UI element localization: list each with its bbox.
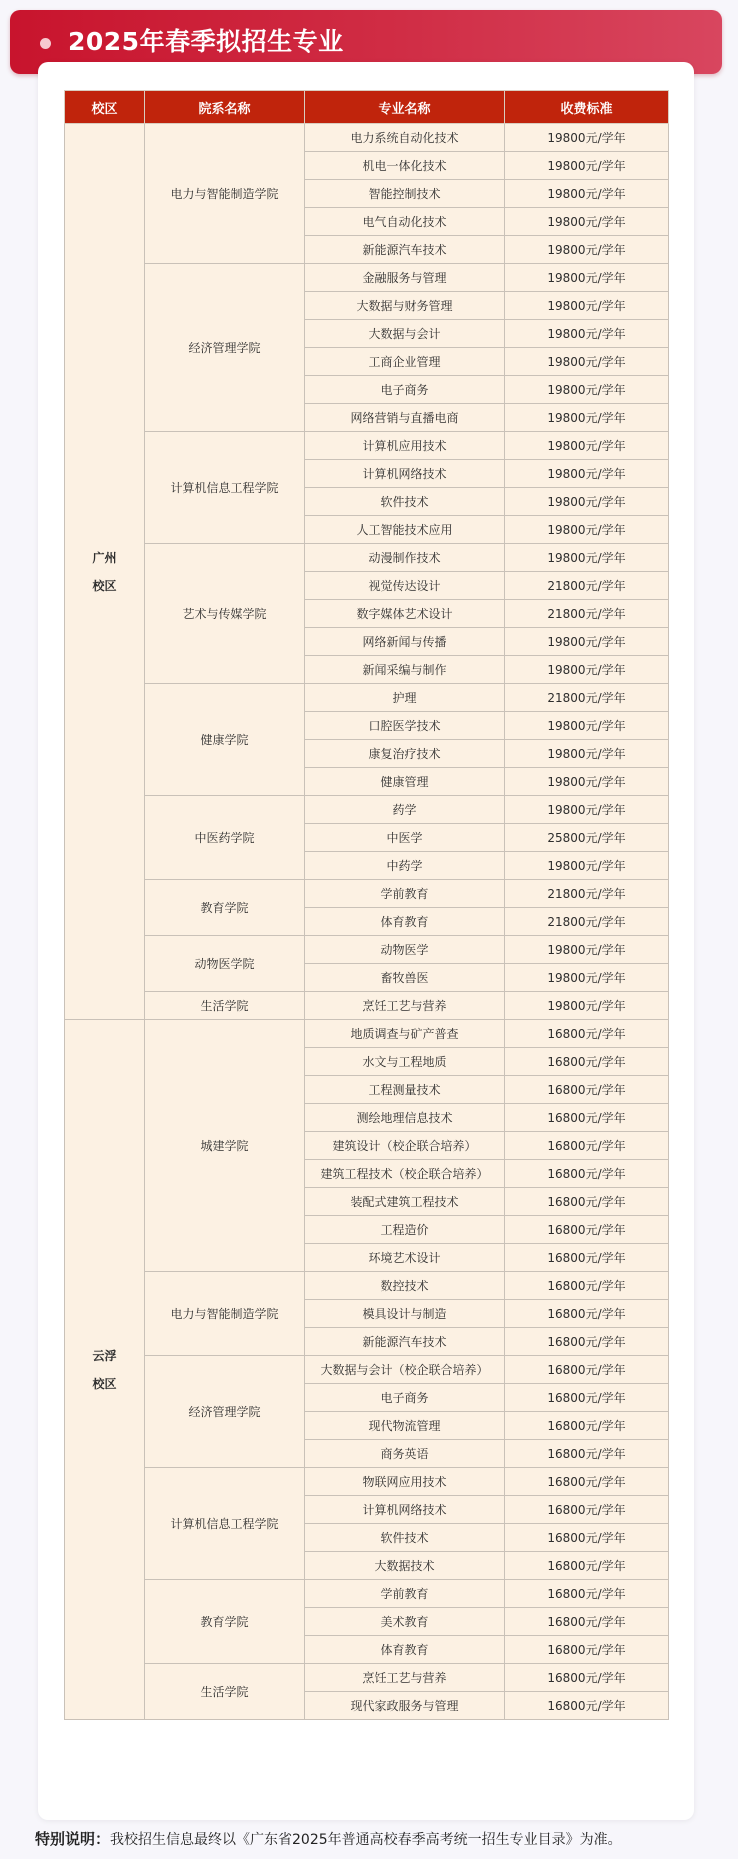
- page-title: 2025年春季拟招生专业: [68, 27, 344, 56]
- table-row: [65, 432, 669, 460]
- fee-cell: 16800元/学年: [505, 1468, 669, 1496]
- fee-cell: 19800元/学年: [505, 124, 669, 152]
- special-note-text: 我校招生信息最终以《广东省2025年普通高校春季高考统一招生专业目录》为准。: [110, 1832, 622, 1848]
- major-cell: 电力系统自动化技术: [305, 124, 505, 152]
- fee-cell: 19800元/学年: [505, 656, 669, 684]
- major-cell: 环境艺术设计: [305, 1244, 505, 1272]
- major-cell: 健康管理: [305, 768, 505, 796]
- major-cell: 工商企业管理: [305, 348, 505, 376]
- major-cell: 动物医学: [305, 936, 505, 964]
- table-row: [65, 684, 669, 712]
- major-cell: 学前教育: [305, 1580, 505, 1608]
- major-cell: 药学: [305, 796, 505, 824]
- campus-cell: [65, 1020, 145, 1720]
- major-cell: 电子商务: [305, 1384, 505, 1412]
- department-cell: 动物医学院: [145, 936, 305, 992]
- major-cell: 体育教育: [305, 908, 505, 936]
- fee-cell: 19800元/学年: [505, 292, 669, 320]
- major-cell: 美术教育: [305, 1608, 505, 1636]
- fee-cell: 16800元/学年: [505, 1160, 669, 1188]
- fee-cell: 16800元/学年: [505, 1272, 669, 1300]
- fee-cell: 16800元/学年: [505, 1356, 669, 1384]
- fee-cell: 16800元/学年: [505, 1216, 669, 1244]
- table-row: [65, 1020, 669, 1048]
- table-row: [65, 544, 669, 572]
- department-cell: 经济管理学院: [145, 1356, 305, 1468]
- major-cell: 新闻采编与制作: [305, 656, 505, 684]
- campus-name: 校区: [92, 1376, 117, 1391]
- department-cell: 健康学院: [145, 684, 305, 796]
- major-cell: 人工智能技术应用: [305, 516, 505, 544]
- fee-cell: 19800元/学年: [505, 628, 669, 656]
- major-cell: 康复治疗技术: [305, 740, 505, 768]
- major-cell: 测绘地理信息技术: [305, 1104, 505, 1132]
- fee-cell: 19800元/学年: [505, 208, 669, 236]
- fee-cell: 19800元/学年: [505, 712, 669, 740]
- fee-cell: 19800元/学年: [505, 488, 669, 516]
- major-cell: 智能控制技术: [305, 180, 505, 208]
- fee-cell: 19800元/学年: [505, 964, 669, 992]
- fee-cell: 19800元/学年: [505, 236, 669, 264]
- fee-cell: 16800元/学年: [505, 1636, 669, 1664]
- fee-cell: 16800元/学年: [505, 1692, 669, 1720]
- major-cell: 软件技术: [305, 488, 505, 516]
- major-cell: 地质调查与矿产普查: [305, 1020, 505, 1048]
- fee-cell: 16800元/学年: [505, 1412, 669, 1440]
- major-cell: 水文与工程地质: [305, 1048, 505, 1076]
- major-cell: 建筑设计（校企联合培养）: [305, 1132, 505, 1160]
- fee-cell: 19800元/学年: [505, 180, 669, 208]
- major-cell: 机电一体化技术: [305, 152, 505, 180]
- fee-cell: 16800元/学年: [505, 1048, 669, 1076]
- major-cell: 大数据技术: [305, 1552, 505, 1580]
- fee-cell: 19800元/学年: [505, 516, 669, 544]
- fee-cell: 21800元/学年: [505, 880, 669, 908]
- fee-cell: 25800元/学年: [505, 824, 669, 852]
- fee-cell: 16800元/学年: [505, 1076, 669, 1104]
- fee-cell: 16800元/学年: [505, 1664, 669, 1692]
- major-cell: 动漫制作技术: [305, 544, 505, 572]
- major-cell: 护理: [305, 684, 505, 712]
- fee-cell: 21800元/学年: [505, 908, 669, 936]
- fee-cell: 16800元/学年: [505, 1300, 669, 1328]
- major-cell: 现代家政服务与管理: [305, 1692, 505, 1720]
- major-cell: 数字媒体艺术设计: [305, 600, 505, 628]
- fee-cell: 16800元/学年: [505, 1020, 669, 1048]
- fee-cell: 16800元/学年: [505, 1328, 669, 1356]
- major-cell: 计算机网络技术: [305, 460, 505, 488]
- fee-cell: 19800元/学年: [505, 936, 669, 964]
- column-header-campus: 校区: [65, 91, 145, 124]
- major-cell: 工程造价: [305, 1216, 505, 1244]
- major-cell: 大数据与财务管理: [305, 292, 505, 320]
- fee-cell: 21800元/学年: [505, 572, 669, 600]
- fee-cell: 16800元/学年: [505, 1524, 669, 1552]
- fee-cell: 21800元/学年: [505, 600, 669, 628]
- department-cell: 计算机信息工程学院: [145, 432, 305, 544]
- fee-cell: 19800元/学年: [505, 376, 669, 404]
- table-row: [65, 124, 669, 152]
- fee-cell: 19800元/学年: [505, 432, 669, 460]
- department-cell: 经济管理学院: [145, 264, 305, 432]
- campus-name: 云浮: [92, 1348, 117, 1363]
- major-cell: 烹饪工艺与营养: [305, 992, 505, 1020]
- fee-cell: 16800元/学年: [505, 1104, 669, 1132]
- department-cell: 生活学院: [145, 1664, 305, 1720]
- fee-cell: 21800元/学年: [505, 684, 669, 712]
- fee-cell: 19800元/学年: [505, 264, 669, 292]
- department-cell: 教育学院: [145, 880, 305, 936]
- major-cell: 畜牧兽医: [305, 964, 505, 992]
- column-header-major: 专业名称: [305, 91, 505, 124]
- fee-cell: 19800元/学年: [505, 796, 669, 824]
- fee-cell: 16800元/学年: [505, 1244, 669, 1272]
- fee-cell: 16800元/学年: [505, 1608, 669, 1636]
- major-cell: 网络营销与直播电商: [305, 404, 505, 432]
- major-cell: 物联网应用技术: [305, 1468, 505, 1496]
- major-cell: 商务英语: [305, 1440, 505, 1468]
- major-cell: 模具设计与制造: [305, 1300, 505, 1328]
- table-row: [65, 1468, 669, 1496]
- table-row: [65, 992, 669, 1020]
- major-cell: 工程测量技术: [305, 1076, 505, 1104]
- major-cell: 学前教育: [305, 880, 505, 908]
- major-cell: 电子商务: [305, 376, 505, 404]
- fee-cell: 16800元/学年: [505, 1132, 669, 1160]
- fee-cell: 16800元/学年: [505, 1188, 669, 1216]
- special-note: [35, 1828, 622, 1849]
- major-cell: 口腔医学技术: [305, 712, 505, 740]
- major-cell: 大数据与会计: [305, 320, 505, 348]
- department-cell: 计算机信息工程学院: [145, 1468, 305, 1580]
- fee-cell: 19800元/学年: [505, 768, 669, 796]
- major-cell: 建筑工程技术（校企联合培养）: [305, 1160, 505, 1188]
- department-cell: 生活学院: [145, 992, 305, 1020]
- table-row: [65, 796, 669, 824]
- fee-cell: 19800元/学年: [505, 544, 669, 572]
- major-cell: 视觉传达设计: [305, 572, 505, 600]
- table-row: [65, 936, 669, 964]
- campus-name: 广州: [92, 550, 117, 565]
- campus-name: 校区: [92, 578, 117, 593]
- department-cell: 艺术与传媒学院: [145, 544, 305, 684]
- enrollment-table: [64, 90, 669, 1720]
- column-header-fee: 收费标准: [505, 91, 669, 124]
- major-cell: 中医学: [305, 824, 505, 852]
- major-cell: 电气自动化技术: [305, 208, 505, 236]
- table-row: [65, 1356, 669, 1384]
- fee-cell: 19800元/学年: [505, 852, 669, 880]
- table-body: [65, 124, 669, 1720]
- fee-cell: 19800元/学年: [505, 460, 669, 488]
- fee-cell: 19800元/学年: [505, 992, 669, 1020]
- fee-cell: 19800元/学年: [505, 348, 669, 376]
- major-cell: 网络新闻与传播: [305, 628, 505, 656]
- table-row: [65, 264, 669, 292]
- major-cell: 中药学: [305, 852, 505, 880]
- fee-cell: 16800元/学年: [505, 1552, 669, 1580]
- table-row: [65, 1664, 669, 1692]
- fee-cell: 16800元/学年: [505, 1580, 669, 1608]
- table-row: [65, 880, 669, 908]
- major-cell: 计算机应用技术: [305, 432, 505, 460]
- major-cell: 现代物流管理: [305, 1412, 505, 1440]
- department-cell: 教育学院: [145, 1580, 305, 1664]
- fee-cell: 19800元/学年: [505, 152, 669, 180]
- major-cell: 数控技术: [305, 1272, 505, 1300]
- column-header-department: 院系名称: [145, 91, 305, 124]
- major-cell: 烹饪工艺与营养: [305, 1664, 505, 1692]
- major-cell: 装配式建筑工程技术: [305, 1188, 505, 1216]
- table-header-row: [65, 91, 669, 124]
- fee-cell: 16800元/学年: [505, 1440, 669, 1468]
- special-note-label: 特别说明：: [35, 1830, 111, 1848]
- fee-cell: 16800元/学年: [505, 1384, 669, 1412]
- department-cell: 中医药学院: [145, 796, 305, 880]
- fee-cell: 19800元/学年: [505, 404, 669, 432]
- table-row: [65, 1580, 669, 1608]
- major-cell: 新能源汽车技术: [305, 1328, 505, 1356]
- major-cell: 计算机网络技术: [305, 1496, 505, 1524]
- major-cell: 大数据与会计（校企联合培养）: [305, 1356, 505, 1384]
- campus-cell: [65, 124, 145, 1020]
- major-cell: 金融服务与管理: [305, 264, 505, 292]
- department-cell: 电力与智能制造学院: [145, 124, 305, 264]
- major-cell: 体育教育: [305, 1636, 505, 1664]
- bullet-dot-icon: [40, 38, 51, 49]
- department-cell: 城建学院: [145, 1020, 305, 1272]
- table-row: [65, 1272, 669, 1300]
- department-cell: 电力与智能制造学院: [145, 1272, 305, 1356]
- fee-cell: 16800元/学年: [505, 1496, 669, 1524]
- major-cell: 新能源汽车技术: [305, 236, 505, 264]
- fee-cell: 19800元/学年: [505, 740, 669, 768]
- major-cell: 软件技术: [305, 1524, 505, 1552]
- fee-cell: 19800元/学年: [505, 320, 669, 348]
